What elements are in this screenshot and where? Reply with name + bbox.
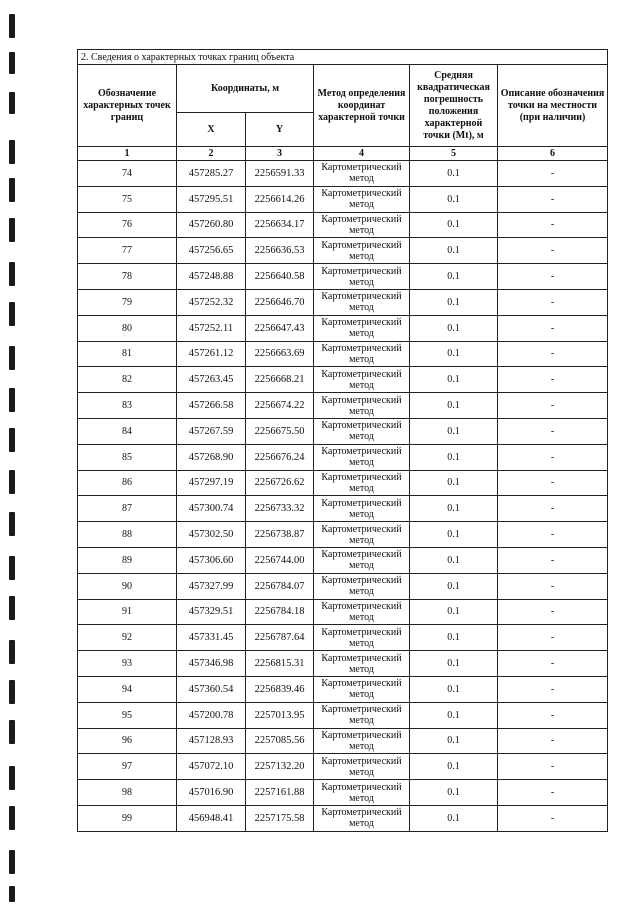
method-cell: Картометрический метод [314,780,410,806]
error-cell: 0.1 [410,367,498,393]
x-coordinate-cell: 457261.12 [177,341,246,367]
description-cell: - [498,496,608,522]
column-number: 4 [314,147,410,161]
table-row [78,264,608,290]
method-cell: Картометрический метод [314,341,410,367]
x-coordinate-cell: 456948.41 [177,805,246,831]
header-coordinates: Координаты, м [177,65,314,113]
binder-mark [9,346,15,370]
x-coordinate-cell: 457252.11 [177,315,246,341]
table-row [78,676,608,702]
y-coordinate-cell: 2256634.17 [246,212,314,238]
binder-mark [9,850,15,874]
y-coordinate-cell: 2257085.56 [246,728,314,754]
column-number: 6 [498,147,608,161]
description-cell: - [498,367,608,393]
description-cell: - [498,393,608,419]
point-number-cell: 79 [78,289,177,315]
error-cell: 0.1 [410,728,498,754]
boundary-points-table [77,49,608,832]
y-coordinate-cell: 2256815.31 [246,651,314,677]
y-coordinate-cell: 2256738.87 [246,522,314,548]
point-number-cell: 97 [78,754,177,780]
error-cell: 0.1 [410,573,498,599]
x-coordinate-cell: 457285.27 [177,161,246,187]
binder-mark [9,302,15,326]
method-cell: Картометрический метод [314,444,410,470]
description-cell: - [498,599,608,625]
column-number: 2 [177,147,246,161]
table-row [78,367,608,393]
error-cell: 0.1 [410,676,498,702]
x-coordinate-cell: 457266.58 [177,393,246,419]
description-cell: - [498,418,608,444]
method-cell: Картометрический метод [314,805,410,831]
binder-mark [9,720,15,744]
x-coordinate-cell: 457200.78 [177,702,246,728]
y-coordinate-cell: 2256784.18 [246,599,314,625]
description-cell: - [498,805,608,831]
point-number-cell: 82 [78,367,177,393]
description-cell: - [498,702,608,728]
binder-mark [9,556,15,580]
point-number-cell: 87 [78,496,177,522]
description-cell: - [498,651,608,677]
header-x: X [177,113,246,147]
description-cell: - [498,625,608,651]
method-cell: Картометрический метод [314,264,410,290]
y-coordinate-cell: 2256591.33 [246,161,314,187]
binder-mark [9,640,15,664]
x-coordinate-cell: 457268.90 [177,444,246,470]
y-coordinate-cell: 2256675.50 [246,418,314,444]
header-method: Метод определения координат характерной точки [314,65,410,147]
point-number-cell: 75 [78,186,177,212]
table-body [78,161,608,832]
binder-mark [9,512,15,536]
y-coordinate-cell: 2256676.24 [246,444,314,470]
y-coordinate-cell: 2257175.58 [246,805,314,831]
point-number-cell: 93 [78,651,177,677]
error-cell: 0.1 [410,238,498,264]
x-coordinate-cell: 457302.50 [177,522,246,548]
error-cell: 0.1 [410,754,498,780]
x-coordinate-cell: 457263.45 [177,367,246,393]
y-coordinate-cell: 2256668.21 [246,367,314,393]
description-cell: - [498,161,608,187]
table-row [78,212,608,238]
y-coordinate-cell: 2256674.22 [246,393,314,419]
y-coordinate-cell: 2257013.95 [246,702,314,728]
x-coordinate-cell: 457360.54 [177,676,246,702]
x-coordinate-cell: 457016.90 [177,780,246,806]
y-coordinate-cell: 2256647.43 [246,315,314,341]
x-coordinate-cell: 457327.99 [177,573,246,599]
binder-mark [9,140,15,164]
x-coordinate-cell: 457072.10 [177,754,246,780]
column-number: 3 [246,147,314,161]
table-row [78,599,608,625]
description-cell: - [498,780,608,806]
x-coordinate-cell: 457295.51 [177,186,246,212]
error-cell: 0.1 [410,264,498,290]
method-cell: Картометрический метод [314,496,410,522]
description-cell: - [498,238,608,264]
y-coordinate-cell: 2256614.26 [246,186,314,212]
description-cell: - [498,444,608,470]
binder-mark [9,766,15,790]
description-cell: - [498,754,608,780]
method-cell: Картометрический метод [314,547,410,573]
table-row [78,651,608,677]
method-cell: Картометрический метод [314,289,410,315]
error-cell: 0.1 [410,651,498,677]
error-cell: 0.1 [410,805,498,831]
binder-mark [9,470,15,494]
error-cell: 0.1 [410,161,498,187]
table-row [78,496,608,522]
table-row [78,625,608,651]
binder-mark [9,92,15,114]
error-cell: 0.1 [410,315,498,341]
binder-mark [9,262,15,286]
table-row [78,444,608,470]
binder-mark [9,886,15,902]
x-coordinate-cell: 457248.88 [177,264,246,290]
error-cell: 0.1 [410,289,498,315]
column-number: 5 [410,147,498,161]
description-cell: - [498,470,608,496]
point-number-cell: 95 [78,702,177,728]
error-cell: 0.1 [410,780,498,806]
table-row [78,470,608,496]
point-number-cell: 91 [78,599,177,625]
point-number-cell: 85 [78,444,177,470]
binder-edge [0,0,30,905]
header-error: Средняя квадратическая погрешность положения характерной точки (Mt), м [410,65,498,147]
table-row [78,341,608,367]
binder-mark [9,178,15,202]
table-row [78,805,608,831]
error-cell: 0.1 [410,599,498,625]
error-cell: 0.1 [410,341,498,367]
header-designation: Обозначение характерных точек границ [78,65,177,147]
y-coordinate-cell: 2256784.07 [246,573,314,599]
point-number-cell: 96 [78,728,177,754]
description-cell: - [498,522,608,548]
table-row [78,573,608,599]
x-coordinate-cell: 457331.45 [177,625,246,651]
table-row [78,702,608,728]
error-cell: 0.1 [410,444,498,470]
x-coordinate-cell: 457256.65 [177,238,246,264]
error-cell: 0.1 [410,522,498,548]
table-row [78,780,608,806]
column-number-row [78,147,608,161]
description-cell: - [498,728,608,754]
method-cell: Картометрический метод [314,161,410,187]
section-title: 2. Сведения о характерных точках границ объекта [78,50,608,65]
x-coordinate-cell: 457260.80 [177,212,246,238]
binder-mark [9,218,15,242]
x-coordinate-cell: 457346.98 [177,651,246,677]
point-number-cell: 84 [78,418,177,444]
method-cell: Картометрический метод [314,754,410,780]
point-number-cell: 94 [78,676,177,702]
method-cell: Картометрический метод [314,599,410,625]
description-cell: - [498,573,608,599]
boundary-points-sheet [77,49,607,832]
method-cell: Картометрический метод [314,212,410,238]
method-cell: Картометрический метод [314,702,410,728]
table-row [78,418,608,444]
error-cell: 0.1 [410,496,498,522]
method-cell: Картометрический метод [314,522,410,548]
method-cell: Картометрический метод [314,367,410,393]
error-cell: 0.1 [410,547,498,573]
method-cell: Картометрический метод [314,238,410,264]
x-coordinate-cell: 457128.93 [177,728,246,754]
x-coordinate-cell: 457300.74 [177,496,246,522]
point-number-cell: 76 [78,212,177,238]
description-cell: - [498,289,608,315]
method-cell: Картометрический метод [314,625,410,651]
method-cell: Картометрический метод [314,393,410,419]
error-cell: 0.1 [410,186,498,212]
point-number-cell: 98 [78,780,177,806]
description-cell: - [498,264,608,290]
method-cell: Картометрический метод [314,418,410,444]
table-row [78,728,608,754]
y-coordinate-cell: 2256839.46 [246,676,314,702]
table-row [78,289,608,315]
y-coordinate-cell: 2256636.53 [246,238,314,264]
table-row [78,315,608,341]
description-cell: - [498,315,608,341]
point-number-cell: 92 [78,625,177,651]
y-coordinate-cell: 2257132.20 [246,754,314,780]
point-number-cell: 89 [78,547,177,573]
column-number: 1 [78,147,177,161]
binder-mark [9,596,15,620]
y-coordinate-cell: 2256663.69 [246,341,314,367]
header-description: Описание обозначения точки на местности (при наличии) [498,65,608,147]
table-row [78,547,608,573]
x-coordinate-cell: 457306.60 [177,547,246,573]
binder-mark [9,52,15,74]
error-cell: 0.1 [410,702,498,728]
table-row [78,238,608,264]
table-row [78,393,608,419]
description-cell: - [498,212,608,238]
error-cell: 0.1 [410,625,498,651]
method-cell: Картометрический метод [314,676,410,702]
x-coordinate-cell: 457252.32 [177,289,246,315]
error-cell: 0.1 [410,393,498,419]
error-cell: 0.1 [410,212,498,238]
description-cell: - [498,676,608,702]
binder-mark [9,806,15,830]
method-cell: Картометрический метод [314,470,410,496]
y-coordinate-cell: 2256640.58 [246,264,314,290]
error-cell: 0.1 [410,470,498,496]
y-coordinate-cell: 2256787.64 [246,625,314,651]
binder-mark [9,680,15,704]
method-cell: Картометрический метод [314,573,410,599]
y-coordinate-cell: 2256726.62 [246,470,314,496]
method-cell: Картометрический метод [314,651,410,677]
description-cell: - [498,341,608,367]
table-row [78,186,608,212]
y-coordinate-cell: 2256646.70 [246,289,314,315]
description-cell: - [498,186,608,212]
header-y: Y [246,113,314,147]
point-number-cell: 86 [78,470,177,496]
table-row [78,522,608,548]
binder-mark [9,388,15,412]
method-cell: Картометрический метод [314,315,410,341]
point-number-cell: 78 [78,264,177,290]
point-number-cell: 80 [78,315,177,341]
point-number-cell: 77 [78,238,177,264]
x-coordinate-cell: 457297.19 [177,470,246,496]
method-cell: Картометрический метод [314,186,410,212]
point-number-cell: 83 [78,393,177,419]
y-coordinate-cell: 2257161.88 [246,780,314,806]
x-coordinate-cell: 457329.51 [177,599,246,625]
description-cell: - [498,547,608,573]
y-coordinate-cell: 2256744.00 [246,547,314,573]
method-cell: Картометрический метод [314,728,410,754]
point-number-cell: 88 [78,522,177,548]
y-coordinate-cell: 2256733.32 [246,496,314,522]
error-cell: 0.1 [410,418,498,444]
point-number-cell: 90 [78,573,177,599]
x-coordinate-cell: 457267.59 [177,418,246,444]
binder-mark [9,14,15,38]
binder-mark [9,428,15,452]
table-row [78,754,608,780]
point-number-cell: 99 [78,805,177,831]
point-number-cell: 74 [78,161,177,187]
table-row [78,161,608,187]
point-number-cell: 81 [78,341,177,367]
